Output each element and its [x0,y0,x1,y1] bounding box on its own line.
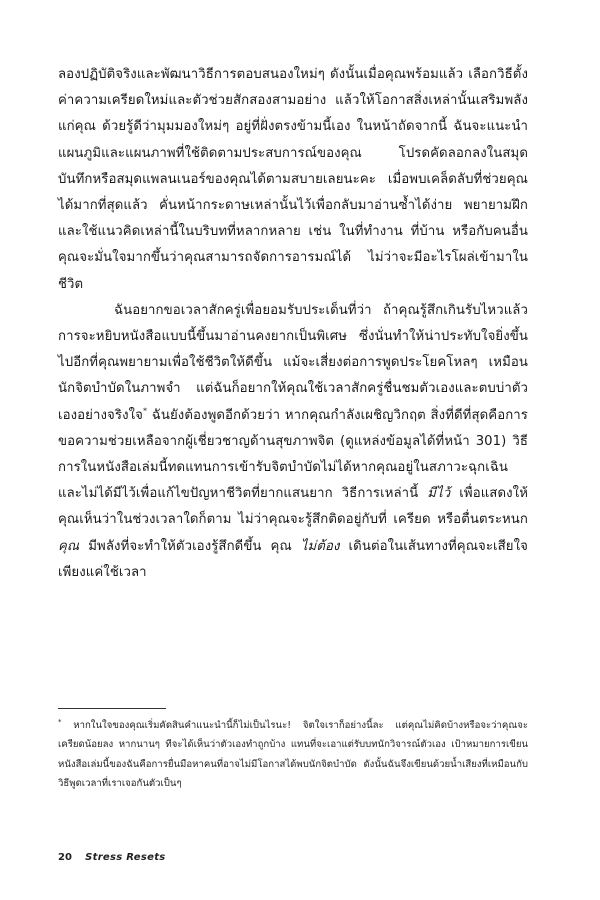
paragraph-2-part-e: เดินต่อในเส้นทางที่คุณจะเสียใจ เพียงแค่ใช้เวลา [58,538,529,580]
emphasis-khun: คุณ [58,538,80,554]
footnote-divider [58,708,166,709]
page-footer [58,852,166,863]
emphasis-mai-tong: ไม่ต้อง [300,538,340,554]
paragraph-2 [58,298,528,586]
paragraph-2-part-b: ฉันยังต้องพูดอีกด้วยว่า หากคุณกำลังเผชิญวิกฤต สิ่งที่ดีที่สุดคือการขอความช่วยเหลือจากผู้เชี่ยวชาญด้านสุขภาพจิต (ดูแหล่งข้อมูลได้ที่หน้า 301) วิธีการในหนังสือเล่มนี้ทดแทนการเข้ารับจิตบำบัดไม่ได้หากคุณอยู่ในสภาวะฉุกเฉิน และไม่ได้มีไว้เพื่อแก้ไขปัญหาชีวิตที่ยากแสนยาก วิธีการเหล่านี้ [58,407,528,502]
page-number: 20 [58,852,72,863]
paragraph-2-part-c: เพื่อแสดงให้คุณเห็นว่าในช่วงเวลาใดก็ตาม ไม่ว่าคุณจะรู้สึกติดอยู่กับที่ เครียด หรือตื่นตระหนก [58,486,528,528]
emphasis-mi-wai: มีไว้ [427,486,451,502]
paragraph-2-part-a: ฉันอยากขอเวลาสักครู่เพื่อยอมรับประเด็นที่ว่า ถ้าคุณรู้สึกเกินรับไหวแล้ว การจะหยิบหนังสือแบบนี้ขึ้นมาอ่านคงยากเป็นพิเศษ ซึ่งนั่นทำให้น่าประทับใจยิ่งขึ้นไปอีกที่คุณพยายามเพื่อใช้ชีวิตให้ดีขึ้น แม้จะเสี่ยงต่อการพูดประโยคโหลๆ เหมือนนักจิตบำบัดในภาพจำ แต่ฉันก็อยากให้คุณใช้เวลาสักครู่ชื่นชมตัวเองและตบบ่าตัวเองอย่างจริงใจ [58,302,528,423]
main-text [58,62,528,586]
footnote-marker: * [58,717,62,726]
running-title: Stress Resets [85,852,166,863]
paragraph-1: ลองปฏิบัติจริงและพัฒนาวิธีการตอบสนองใหม่ๆ ดังนั้นเมื่อคุณพร้อมแล้ว เลือกวิธีตั้งค่าความเครียดใหม่และตัวช่วยสักสองสามอย่าง แล้วให้โอกาสสิ่งเหล่านั้นเสริมพลังแก่คุณ ด้วยรู้ดีว่ามุมมองใหม่ๆ อยู่ที่ฝั่งตรงข้ามนี้เอง ในหน้าถัดจากนี้ ฉันจะแนะนำแผนภูมิและแผนภาพที่ใช้ติดตามประสบการณ์ของคุณ โปรดคัดลอกลงในสมุดบันทึกหรือสมุดแพลนเนอร์ของคุณได้ตามสบายเลยนะคะ เมื่อพบเคล็ดลับที่ช่วยคุณได้มากที่สุดแล้ว คั่นหน้ากระดาษเหล่านั้นไว้เพื่อกลับมาอ่านซ้ำได้ง่าย พยายามฝึกและใช้แนวคิดเหล่านี้ในบริบทที่หลากหลาย เช่น ในที่ทำงาน ที่บ้าน หรือกับคนอื่น คุณจะมั่นใจมากขึ้นว่าคุณสามารถจัดการอารมณ์ได้ ไม่ว่าจะมีอะไรโผล่เข้ามาในชีวิต [58,67,528,292]
footnote-reference-marker: * [142,406,148,416]
footnote [58,716,528,794]
footnote-text: หากในใจของคุณเริ่มคัดสินคำแนะนำนี้ก็ไม่เป็นไรนะ! จิตใจเราก็อย่างนี้ละ แต่คุณไม่คิดบ้างหรือจะว่าคุณจะเครียดน้อยลง หากนานๆ ทีจะได้เห็นว่าตัวเองทำถูกบ้าง แทนที่จะเอาแต่รับบทนักวิจารณ์ตัวเอง เป้าหมายการเขียนหนังสือเล่มนี้ของฉันคือการยื่นมือหาคนที่อาจไม่มีโอกาสได้พบนักจิตบำบัด ดังนั้นฉันจึงเขียนด้วยน้ำเสียงที่เหมือนกับวิธีพูดเวลาที่เราเจอกันตัวเป็นๆ [58,720,528,790]
paragraph-2-part-d: มีพลังที่จะทำให้ตัวเองรู้สึกดีขึ้น คุณ [79,538,301,554]
